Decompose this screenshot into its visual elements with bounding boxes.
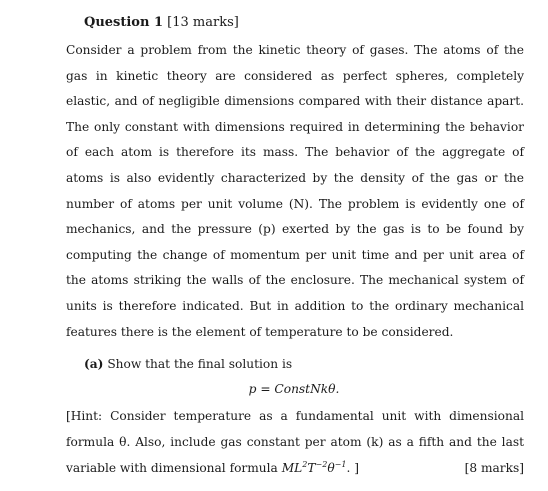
part-a-text: Show that the final solution is [107,357,293,371]
part-a-label: (a) [84,357,104,371]
part-a-marks: [8 marks] [464,461,524,475]
hint-text: [Hint: Consider temperature as a fundamental unit with dimensional formula θ. Also, include gas constant per atom (k) as a fifth and the last variable with dimensional formula [66,409,524,475]
question-body-paragraph: Consider a problem from the kinetic theory of gases. The atoms of the gas in kinetic theory are considered as perfect spheres, completely elastic, and of negligible dimensions compared with their distance apart. The only constant with dimensions required in determining the behavior of each atom is therefore its mass. The behavior of the aggregate of atoms is also evidently characterized by the density of the gas or the number of atoms per unit volume (N). The problem is evidently one of mechanics, and the pressure (p) exerted by the gas is to be found by computing the change of momentum per unit time and per unit area of the atoms striking the walls of the enclosure. The mechanical system of units is therefore indicated. But in addition to the ordinary mechanical features there is the element of temperature to be considered. [66,43,524,339]
part-a-prompt [84,355,292,373]
hint-dimensional-formula: $ML^2T^{-2}\theta^{-1}$ [281,459,347,475]
question-marks: [13 marks] [167,15,239,30]
hint-end: . ] [346,461,359,475]
question-heading [84,14,239,32]
part-a-hint [66,403,524,481]
part-a-equation: p = ConstNkθ. [248,382,340,396]
question-number: Question 1 [84,15,164,30]
